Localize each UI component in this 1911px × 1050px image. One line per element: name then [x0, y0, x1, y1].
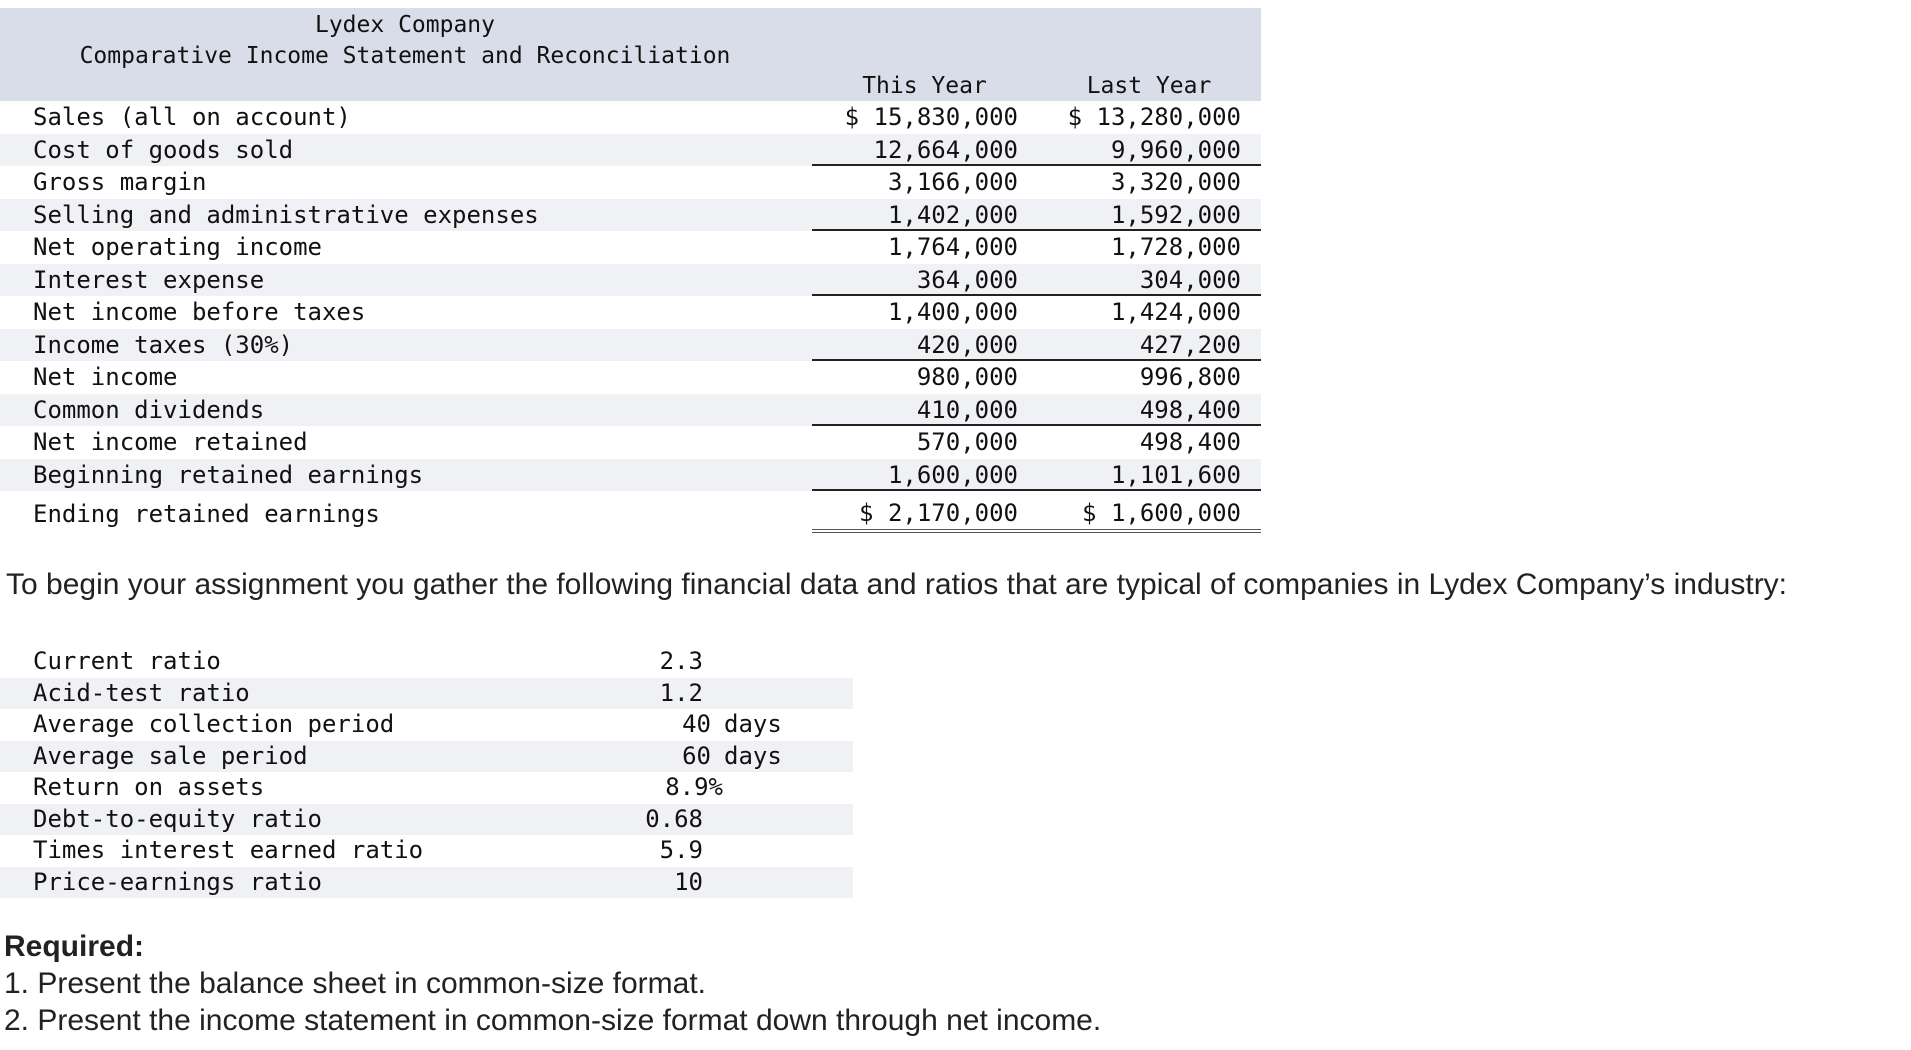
ratio-value: 1.2: [659, 678, 703, 707]
row-label: Net income: [33, 363, 178, 391]
statement-header: [0, 8, 1261, 101]
ratio-row: [0, 772, 853, 804]
table-row: [0, 231, 1261, 264]
last-year-value: $ 13,280,000: [1067, 103, 1241, 131]
ratio-row: [0, 867, 853, 899]
income-statement-table: [0, 8, 1261, 533]
last-year-value: 9,960,000: [1037, 134, 1261, 166]
this-year-value: 3,166,000: [887, 168, 1018, 196]
ratio-label: Return on assets: [33, 773, 265, 801]
row-label: Ending retained earnings: [33, 500, 380, 528]
ratio-label: Price-earnings ratio: [33, 867, 322, 896]
this-year-value: $ 15,830,000: [844, 103, 1018, 131]
last-year-value: 1,728,000: [1110, 233, 1241, 261]
intro-paragraph: To begin your assignment you gather the following financial data and ratios that are typical of companies in Lydex Company’s industry:: [6, 568, 1788, 601]
column-header-this-year: This Year: [862, 73, 987, 99]
ratio-unit: days: [724, 710, 782, 738]
last-year-value: 1,424,000: [1110, 298, 1241, 326]
ratio-value: 10: [674, 867, 703, 896]
this-year-value: 1,600,000: [812, 459, 1037, 491]
last-year-value: 304,000: [1037, 264, 1261, 296]
row-label: Income taxes (30%): [33, 330, 294, 359]
required-item: 1. Present the balance sheet in common-size format.: [4, 967, 707, 1000]
this-year-value: 420,000: [812, 329, 1037, 361]
ratio-row: [0, 804, 853, 836]
ratio-value: 5.9: [659, 836, 703, 864]
row-label: Beginning retained earnings: [33, 460, 424, 489]
ratio-row: [0, 741, 853, 773]
this-year-value: 12,664,000: [812, 134, 1037, 166]
table-row: [0, 329, 1261, 362]
this-year-value: 1,764,000: [887, 233, 1018, 261]
table-row: [0, 101, 1261, 134]
row-label: Net income before taxes: [33, 298, 366, 326]
table-row: [0, 264, 1261, 297]
table-row: [0, 491, 1261, 533]
industry-ratios-table: [0, 646, 853, 898]
row-label: Cost of goods sold: [33, 135, 294, 164]
company-name: Lydex Company: [314, 12, 495, 38]
ratio-value: 60: [682, 741, 711, 770]
table-row: [0, 426, 1261, 459]
ratio-row: [0, 835, 853, 867]
ratio-unit: days: [724, 741, 782, 770]
ratio-row: [0, 678, 853, 710]
table-row: [0, 199, 1261, 232]
ratio-label: Average sale period: [33, 741, 308, 770]
ratio-value: 2.3: [659, 647, 703, 675]
ratio-label: Acid-test ratio: [33, 678, 250, 707]
this-year-value: 1,400,000: [887, 298, 1018, 326]
ratio-label: Times interest earned ratio: [33, 836, 424, 864]
ratio-value: 0.68: [645, 804, 703, 833]
this-year-value: 364,000: [812, 264, 1037, 296]
ratio-value: 8.9%: [665, 773, 723, 801]
table-row: [0, 394, 1261, 427]
this-year-value: 410,000: [812, 394, 1037, 426]
ratio-value: 40: [682, 710, 711, 738]
statement-title: Comparative Income Statement and Reconciliation: [79, 43, 731, 69]
last-year-value: 427,200: [1037, 329, 1261, 361]
ratio-row: [0, 709, 853, 741]
row-label: Common dividends: [33, 395, 265, 424]
ratio-label: Average collection period: [33, 710, 395, 738]
this-year-value: 980,000: [916, 363, 1018, 391]
table-row: [0, 361, 1261, 394]
last-year-value: 1,101,600: [1037, 459, 1261, 491]
required-item: 2. Present the income statement in common-size format down through net income.: [4, 1004, 1102, 1037]
last-year-value: 3,320,000: [1110, 168, 1241, 196]
row-label: Gross margin: [33, 168, 207, 196]
row-label: Net operating income: [33, 233, 322, 261]
ratio-label: Current ratio: [33, 647, 221, 675]
last-year-value: 996,800: [1139, 363, 1241, 391]
ratio-label: Debt-to-equity ratio: [33, 804, 322, 833]
last-year-value: 1,592,000: [1037, 199, 1261, 231]
row-label: Sales (all on account): [33, 103, 351, 131]
table-row: [0, 296, 1261, 329]
last-year-value: $ 1,600,000: [1037, 493, 1261, 533]
last-year-value: 498,400: [1139, 428, 1241, 456]
ratio-row: [0, 646, 853, 678]
this-year-value: 570,000: [916, 428, 1018, 456]
this-year-value: 1,402,000: [812, 199, 1037, 231]
required-section: [4, 928, 1101, 1039]
table-row: [0, 166, 1261, 199]
row-label: Net income retained: [33, 428, 308, 456]
required-heading: Required:: [4, 930, 145, 963]
table-row: [0, 459, 1261, 492]
last-year-value: 498,400: [1037, 394, 1261, 426]
row-label: Selling and administrative expenses: [33, 200, 539, 229]
table-row: [0, 134, 1261, 167]
column-header-last-year: Last Year: [1086, 73, 1212, 99]
this-year-value: $ 2,170,000: [812, 493, 1037, 533]
row-label: Interest expense: [33, 265, 265, 294]
